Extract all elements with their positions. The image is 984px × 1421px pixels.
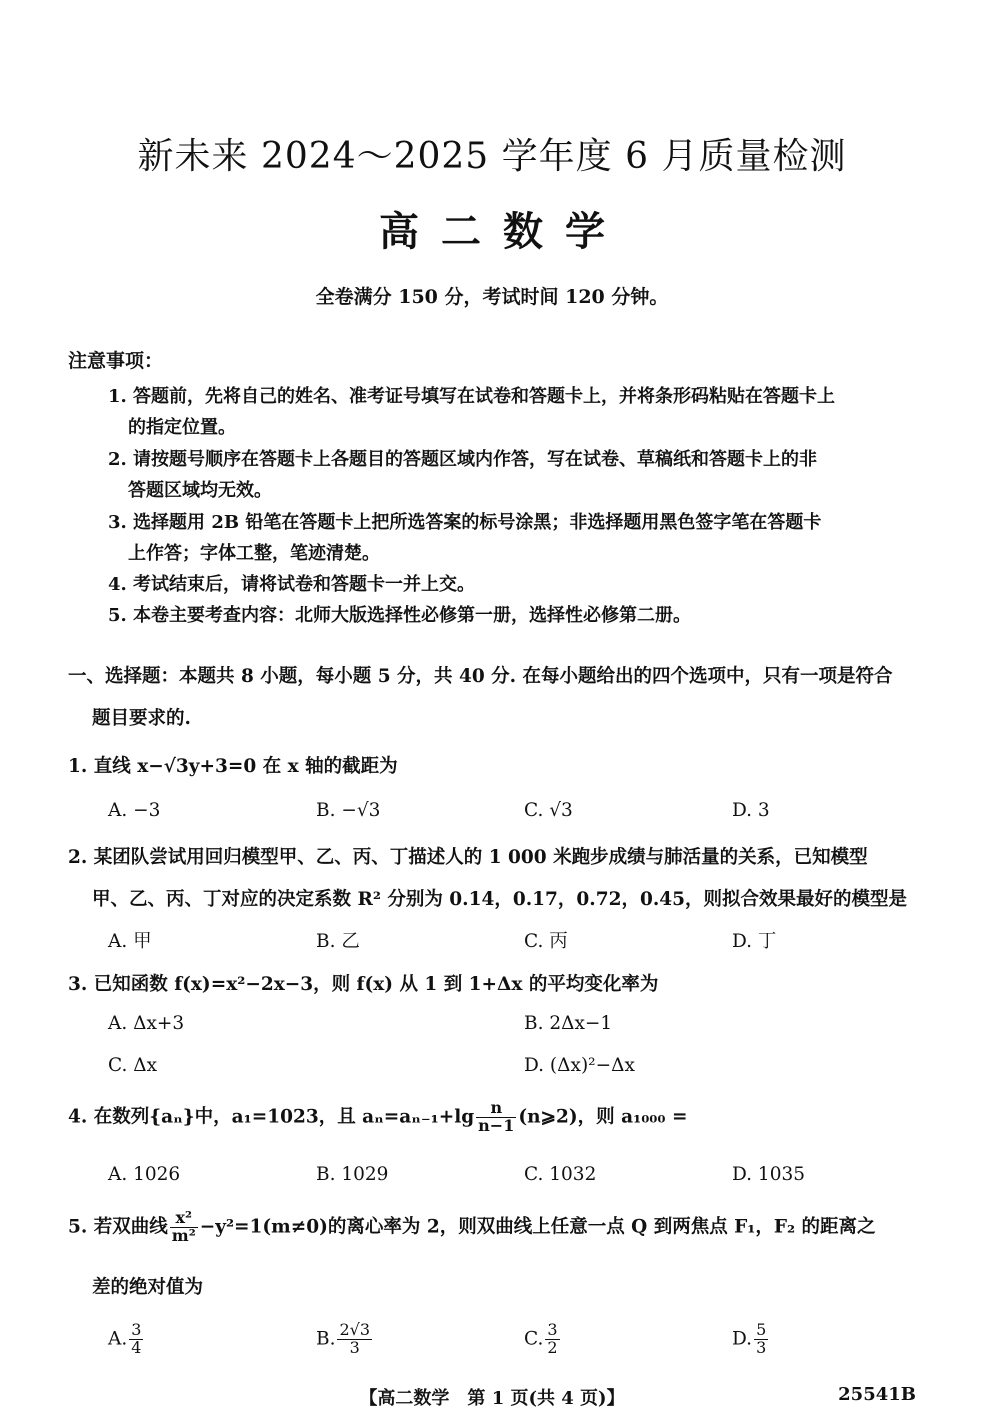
notice-item-2: 2. 请按题号顺序在答题卡上各题目的答题区域内作答，写在试卷、草稿纸和答题卡上的非	[108, 449, 818, 470]
q3-option-d: D. (Δx)²−Δx	[524, 1055, 635, 1076]
question-1-stem: 1. 直线 x−√3y+3=0 在 x 轴的截距为	[68, 756, 398, 777]
paper-code: 25541B	[838, 1384, 916, 1405]
q5-option-c-num: 3	[547, 1320, 558, 1339]
q4-stem-part-2: (n⩾2)，则 a₁₀₀₀ =	[518, 1106, 688, 1128]
q2-option-d: D. 丁	[732, 931, 777, 952]
q5-stem-part-2: −y²=1(m≠0)的离心率为 2，则双曲线上任意一点 Q 到两焦点 F₁，F₂ 的距离之	[199, 1216, 876, 1238]
q1-option-c: C. √3	[524, 800, 573, 821]
notice-item-5: 5. 本卷主要考查内容：北师大版选择性必修第一册，选择性必修第二册。	[108, 605, 692, 626]
q4-option-d: D. 1035	[732, 1164, 806, 1185]
q5-option-c	[524, 1322, 562, 1357]
q5-frac-numerator: x²	[170, 1210, 198, 1228]
q4-frac-denominator: n−1	[478, 1115, 515, 1135]
q5-option-a-fraction	[129, 1322, 143, 1357]
q5-option-d	[732, 1322, 770, 1357]
q5-fraction	[170, 1210, 198, 1245]
q5-option-b-label: B.	[316, 1328, 336, 1350]
exam-title: 新未来 2024～2025 学年度 6 月质量检测	[137, 136, 847, 177]
question-2-stem-cont: 甲、乙、丙、丁对应的决定系数 R² 分别为 0.14，0.17，0.72，0.45，则拟合效果最好的模型是	[92, 889, 908, 910]
q3-option-b: B. 2Δx−1	[524, 1013, 613, 1034]
page-footer: 【高二数学 第 1 页(共 4 页)】	[359, 1388, 625, 1409]
q5-option-c-label: C.	[524, 1328, 544, 1350]
q5-option-c-den: 2	[547, 1337, 558, 1357]
notice-item-1: 1. 答题前，先将自己的姓名、准考证号填写在试卷和答题卡上，并将条形码粘贴在答题卡上	[108, 386, 836, 407]
question-4-stem	[68, 1100, 687, 1135]
q5-option-b	[316, 1322, 374, 1357]
question-3-stem: 3. 已知函数 f(x)=x²−2x−3，则 f(x) 从 1 到 1+Δx 的平均变化率为	[68, 974, 659, 995]
q3-option-c: C. Δx	[108, 1055, 158, 1076]
notice-item-1-cont: 的指定位置。	[128, 417, 236, 438]
section-heading-cont: 题目要求的.	[92, 708, 191, 729]
q4-frac-numerator: n	[476, 1100, 516, 1118]
q4-stem-part-1: 4. 在数列{aₙ}中，a₁=1023，且 aₙ=aₙ₋₁+lg	[68, 1106, 475, 1128]
q5-option-b-num: 2√3	[339, 1320, 371, 1339]
question-5-stem	[68, 1210, 876, 1245]
question-5-stem-cont: 差的绝对值为	[92, 1277, 204, 1298]
q3-option-a: A. Δx+3	[108, 1013, 185, 1034]
q1-option-b: B. −√3	[316, 800, 381, 821]
q5-frac-denominator: m²	[171, 1225, 196, 1245]
q2-option-c: C. 丙	[524, 931, 568, 952]
q5-option-a-label: A.	[108, 1328, 128, 1350]
q1-option-a: A. −3	[108, 800, 161, 821]
q5-option-c-fraction	[545, 1322, 559, 1357]
notice-item-4: 4. 考试结束后，请将试卷和答题卡一并上交。	[108, 574, 476, 595]
q1-option-d: D. 3	[732, 800, 770, 821]
notice-item-3: 3. 选择题用 2B 铅笔在答题卡上把所选答案的标号涂黑；非选择题用黑色签字笔在答题卡	[108, 512, 822, 533]
q2-option-a: A. 甲	[108, 931, 152, 952]
q4-option-c: C. 1032	[524, 1164, 597, 1185]
q2-option-b: B. 乙	[316, 931, 360, 952]
q4-option-a: A. 1026	[108, 1164, 181, 1185]
q4-option-b: B. 1029	[316, 1164, 389, 1185]
q5-option-b-den: 3	[349, 1337, 360, 1357]
subject-title: 高二数学	[379, 208, 627, 255]
q5-option-d-den: 3	[756, 1337, 767, 1357]
q4-fraction	[476, 1100, 516, 1135]
q5-option-d-label: D.	[732, 1328, 753, 1350]
q5-option-a-den: 4	[131, 1337, 142, 1357]
notice-heading: 注意事项：	[68, 350, 164, 372]
q5-option-d-num: 5	[756, 1320, 767, 1339]
notice-item-3-cont: 上作答；字体工整，笔迹清楚。	[128, 543, 380, 564]
question-2-stem: 2. 某团队尝试用回归模型甲、乙、丙、丁描述人的 1 000 米跑步成绩与肺活量的关系，已知模型	[68, 847, 868, 868]
section-heading: 一、选择题：本题共 8 小题，每小题 5 分，共 40 分. 在每小题给出的四个选项中，只有一项是符合	[68, 666, 893, 687]
notice-item-2-cont: 答题区域均无效。	[128, 480, 272, 501]
q5-option-d-fraction	[754, 1322, 768, 1357]
full-score-note: 全卷满分 150 分，考试时间 120 分钟。	[315, 286, 669, 308]
q5-stem-part-1: 5. 若双曲线	[68, 1216, 168, 1238]
q5-option-a-num: 3	[131, 1320, 142, 1339]
q5-option-b-fraction	[337, 1322, 372, 1357]
q5-option-a	[108, 1322, 145, 1357]
